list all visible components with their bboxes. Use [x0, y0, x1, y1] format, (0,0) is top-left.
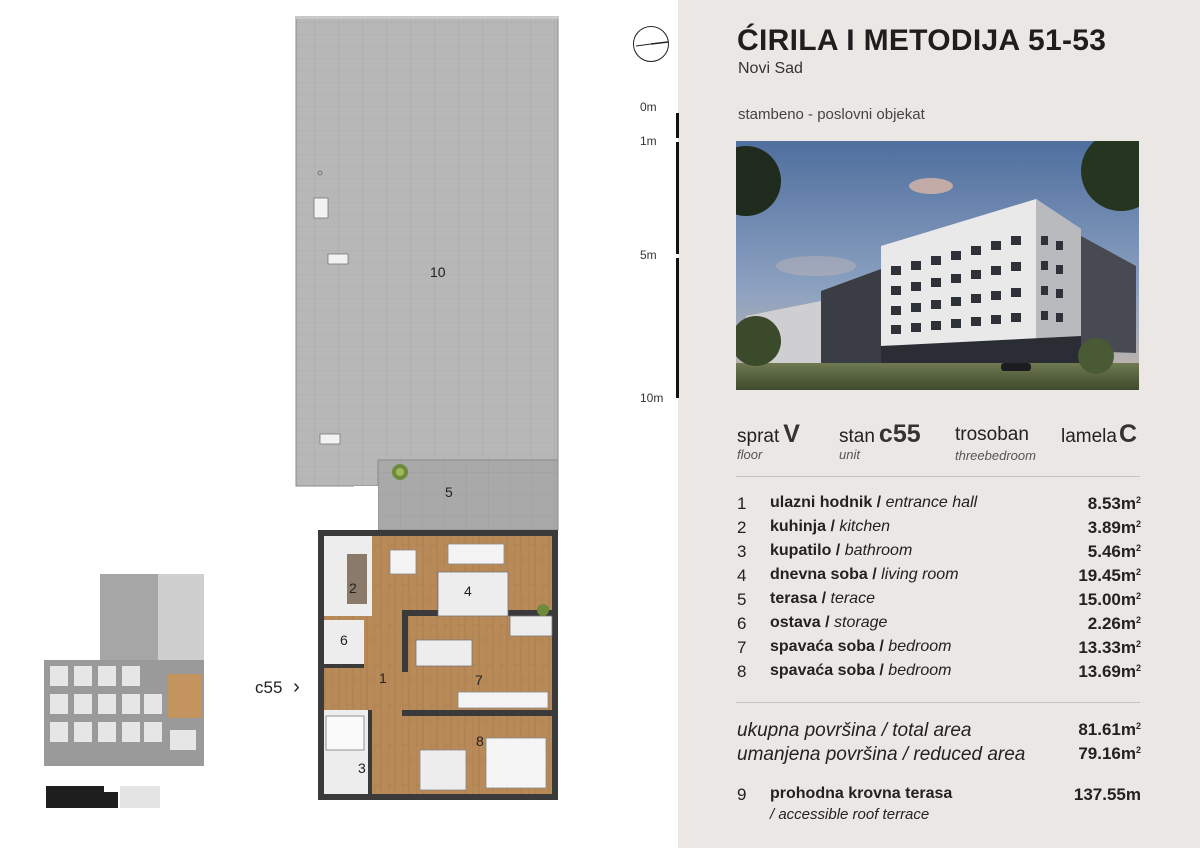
- scale-label-10m: 10m: [640, 391, 664, 405]
- room-number: 7: [737, 638, 747, 657]
- room-name: spavaća soba / bedroom: [770, 662, 952, 679]
- room-area-value: 13.33m: [1078, 638, 1136, 657]
- floor-sub: floor: [737, 447, 763, 462]
- list-item: [737, 662, 1141, 686]
- room-area-value: 3.89m: [1087, 518, 1136, 537]
- floor-plan: [290, 10, 570, 810]
- list-item: [737, 638, 1141, 662]
- area-unit: 2: [1135, 591, 1141, 601]
- unit-info: [839, 420, 921, 462]
- page-title: ĆIRILA I METODIJA 51-53: [737, 24, 1107, 57]
- room-name: dnevna soba / living room: [770, 566, 959, 583]
- area-unit: 2: [1135, 519, 1141, 529]
- lamela-info: [1061, 420, 1137, 449]
- room-name: ostava / storage: [770, 614, 888, 631]
- divider: [736, 702, 1140, 703]
- list-item: [737, 566, 1141, 590]
- room-name-sr: dnevna soba: [770, 566, 868, 583]
- floor-label: sprat: [737, 426, 780, 447]
- room-area: [1088, 518, 1141, 538]
- room-name-en: kitchen: [839, 518, 891, 535]
- scale-label-5m: 5m: [640, 248, 657, 262]
- list-item: [737, 614, 1141, 638]
- room-number: 9: [737, 785, 747, 804]
- total-area-label: ukupna površina: [737, 720, 877, 741]
- unit-sub: unit: [839, 447, 860, 462]
- list-item: [737, 494, 1141, 518]
- room-area: [1088, 542, 1141, 562]
- room-name: terasa / terace: [770, 590, 875, 607]
- area-unit: 2: [1135, 543, 1141, 553]
- list-item: [737, 542, 1141, 566]
- room-name-sr: terasa: [770, 590, 818, 607]
- floor-value: V: [783, 420, 800, 448]
- key-plan: [40, 570, 210, 820]
- area-unit: 2: [1135, 745, 1141, 755]
- unit-value: c55: [878, 420, 921, 448]
- room-number: 2: [737, 518, 747, 537]
- city-label: Novi Sad: [738, 60, 803, 77]
- lamela-label: lamela: [1061, 426, 1117, 447]
- building-type-label: stambeno - poslovni objekat: [738, 106, 925, 123]
- room-name-en: terace: [830, 590, 875, 607]
- room-name-sr: kuhinja: [770, 518, 827, 535]
- scale-label-0m: 0m: [640, 100, 657, 114]
- room-name-en: bathroom: [844, 542, 913, 559]
- scale-label-1m: 1m: [640, 134, 657, 148]
- room-number: 4: [464, 583, 472, 599]
- room-number: 5: [737, 590, 747, 609]
- chevron-right-icon: ›: [293, 676, 300, 698]
- total-area-row: ukupna površina / total area $81.61m^2$: [737, 720, 1141, 741]
- room-name-sr: kupatilo: [770, 542, 832, 559]
- list-item: [737, 518, 1141, 542]
- room-area: [1078, 662, 1141, 682]
- room-number: 6: [340, 632, 348, 648]
- room-area-value: 13.69m: [1078, 662, 1136, 681]
- area-unit: 2: [1135, 721, 1141, 731]
- reduced-area-row: umanjena površina / reduced area $79.16m^2$: [737, 744, 1141, 765]
- room-name: kupatilo / bathroom: [770, 542, 913, 559]
- room-number: 4: [737, 566, 747, 585]
- area-unit: 2: [1135, 615, 1141, 625]
- room-name-sr: spavaća soba: [770, 638, 875, 655]
- room-number: 2: [349, 580, 357, 596]
- total-area-value: 81.61m: [1078, 720, 1136, 739]
- room-area: [1088, 494, 1141, 514]
- area-unit: 2: [1135, 567, 1141, 577]
- room-number: 8: [737, 662, 747, 681]
- room-name-sr: ostava: [770, 614, 821, 631]
- building-rendering-image: [736, 141, 1139, 390]
- room-name-en: storage: [834, 614, 888, 631]
- room-number: 3: [358, 760, 366, 776]
- room-area-value: 19.45m: [1078, 566, 1136, 585]
- scale-bar-segment: [676, 258, 679, 398]
- roof-terrace-name-en: accessible roof terrace: [778, 806, 930, 823]
- reduced-area-value: 79.16m: [1078, 744, 1136, 763]
- room-name: spavaća soba / bedroom: [770, 638, 952, 655]
- room-number: 8: [476, 733, 484, 749]
- unit-pointer: [255, 676, 300, 699]
- room-name-sr: spavaća soba: [770, 662, 875, 679]
- room-area: [1078, 566, 1141, 586]
- room-name-en: bedroom: [888, 662, 952, 679]
- room-area: [1078, 590, 1141, 610]
- room-number: 5: [445, 484, 453, 500]
- scale-bar-segment: [676, 142, 679, 254]
- room-name: kuhinja / kitchen: [770, 518, 891, 535]
- area-unit: 2: [1135, 639, 1141, 649]
- room-name-en: entrance hall: [885, 494, 978, 511]
- rooms-sub: threebedroom: [955, 448, 1036, 463]
- room-area-value: 5.46m: [1087, 542, 1136, 561]
- total-area-label-en: total area: [892, 720, 972, 741]
- room-area-value: 15.00m: [1078, 590, 1136, 609]
- roof-terrace-en-row: / accessible roof terrace: [770, 806, 930, 823]
- list-item: [737, 590, 1141, 614]
- room-name-en: living room: [881, 566, 959, 583]
- divider: [736, 476, 1140, 477]
- room-number: 3: [737, 542, 747, 561]
- unit-pointer-label: c55: [255, 678, 283, 697]
- reduced-area-label-en: reduced area: [913, 744, 1026, 765]
- room-area: [1088, 614, 1141, 634]
- room-number: 1: [737, 494, 747, 513]
- unit-label: stan: [839, 426, 875, 447]
- floor-info: [737, 420, 800, 462]
- roof-terrace-area: 137.55m: [1073, 785, 1141, 804]
- room-name-en: bedroom: [888, 638, 952, 655]
- area-unit: 2: [1135, 663, 1141, 673]
- rooms-info: [955, 424, 1036, 463]
- room-name: ulazni hodnik / entrance hall: [770, 494, 978, 511]
- roof-terrace-name: prohodna krovna terasa: [770, 785, 953, 802]
- room-name-sr: ulazni hodnik: [770, 494, 873, 511]
- rooms-label: trosoban: [955, 424, 1029, 445]
- room-number: 1: [379, 670, 387, 686]
- reduced-area: [1078, 744, 1141, 764]
- room-number: 6: [737, 614, 747, 633]
- total-area: [1078, 720, 1141, 740]
- room-number: 10: [430, 264, 446, 280]
- scale-bar-segment: [676, 113, 679, 138]
- room-area-value: 8.53m: [1087, 494, 1136, 513]
- room-area: [1078, 638, 1141, 658]
- north-arrow-icon: [632, 25, 670, 63]
- lamela-value: C: [1118, 420, 1138, 448]
- reduced-area-label: umanjena površina: [737, 744, 898, 765]
- room-number: 7: [475, 672, 483, 688]
- room-area-value: 2.26m: [1087, 614, 1136, 633]
- area-unit: 2: [1135, 495, 1141, 505]
